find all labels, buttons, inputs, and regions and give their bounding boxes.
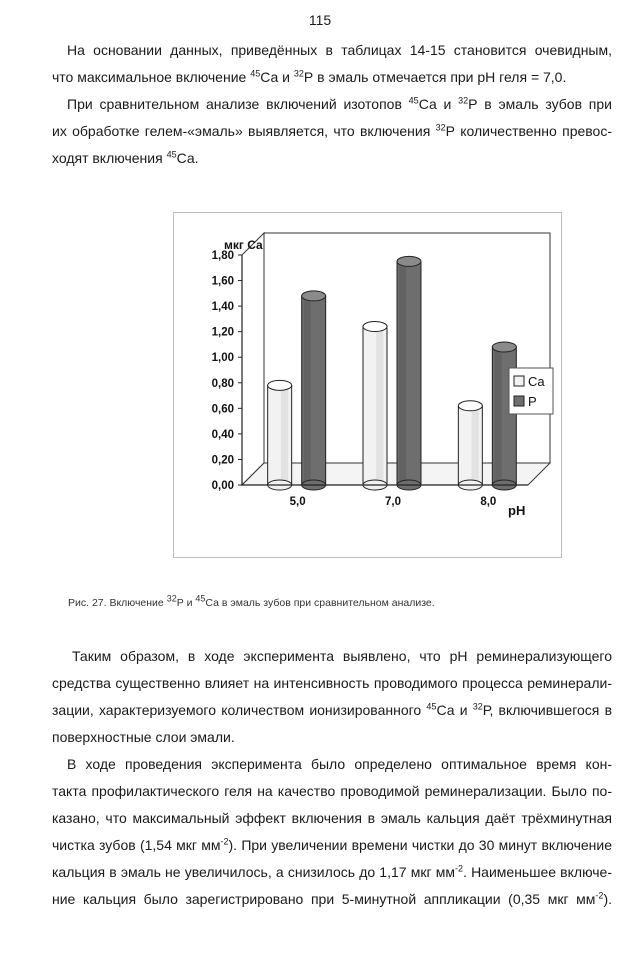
y-tick-label: 1,20 xyxy=(211,326,234,339)
x-tick-label: 7,0 xyxy=(385,496,401,508)
paragraph-4-line-6: ние кальция было зарегистрировано при 5-минутной аппликации (0,35 мкг $мм^{-2}$). xyxy=(52,890,612,907)
x-tick-label: 8,0 xyxy=(480,496,497,508)
bar xyxy=(492,342,516,490)
bar-shade xyxy=(399,261,406,485)
paragraph-2-line-3: ходят включения $^{45}$Са. xyxy=(52,149,199,166)
bar xyxy=(397,256,421,490)
bar-shade xyxy=(304,296,311,485)
paragraph-3-line-3: зации, характеризуемого количеством ионизированного $^{45}$Са и $^{32}$Р, включившегося в xyxy=(52,701,613,718)
x-axis-label: рН xyxy=(508,503,526,518)
bar-top xyxy=(492,342,516,352)
bar-shade xyxy=(494,347,501,485)
x-tick-label: 5,0 xyxy=(289,496,306,508)
legend-label: P xyxy=(528,394,537,409)
paragraph-2-line-1: При сравнительном анализе включений изотопов $^{45}$Са и $^{32}$Р в эмаль зубов при xyxy=(67,95,612,112)
y-tick-label: 0,00 xyxy=(211,480,234,492)
bar-body xyxy=(268,385,292,485)
bar-top xyxy=(458,401,482,411)
bar-top xyxy=(363,322,387,332)
chart-side-wall xyxy=(242,233,264,485)
bar-chart xyxy=(174,213,561,557)
y-tick-label: 1,60 xyxy=(211,275,234,288)
bar-top xyxy=(268,380,292,390)
bar-shade xyxy=(472,406,479,485)
paragraph-3-line-2: средства существенно влияет на интенсивность проводимого процесса реминерали- xyxy=(52,675,612,691)
paragraph-4-line-1: В ходе проведения эксперимента было определено оптимальное время кон- xyxy=(67,756,612,772)
paragraph-4-line-4: чистка зубов (1,54 мкг $мм^{-2}$). При увеличении времени чистки до 30 минут включение xyxy=(52,836,612,853)
legend-label: Ca xyxy=(528,374,545,389)
y-tick-label: 1,40 xyxy=(211,301,234,314)
legend-swatch xyxy=(514,396,524,406)
page-number: 115 xyxy=(308,12,332,28)
y-tick-label: 0,20 xyxy=(211,454,234,467)
bar-top xyxy=(302,291,326,301)
paragraph-2-line-2: их обработке гелем-«эмаль» выявляется, что включения $^{32}$Р количественно превос- xyxy=(52,122,612,139)
paragraph-3-line-1: Таким образом, в ходе эксперимента выявлено, что рН реминерализующего xyxy=(72,648,612,664)
y-tick-label: 0,40 xyxy=(211,428,234,441)
bar xyxy=(302,291,326,490)
legend-swatch xyxy=(514,376,524,386)
y-axis-label: мкг Са xyxy=(224,238,263,252)
figure-27 xyxy=(173,212,562,558)
paragraph-4-line-5: кальция в эмаль не увеличилось, а снизилось до 1,17 мкг $мм^{-2}$. Наименьшее включе- xyxy=(52,863,613,880)
paragraph-1-line-1: На основании данных, приведённых в таблицах 14-15 становится очевидным, xyxy=(67,42,612,58)
y-tick-label: 1,00 xyxy=(211,352,234,365)
bar-shade xyxy=(281,385,288,485)
paragraph-3-line-4: поверхностные слои эмали. xyxy=(52,729,235,745)
y-tick-label: 1,80 xyxy=(211,250,234,262)
bar xyxy=(363,322,387,490)
y-tick-label: 0,80 xyxy=(211,377,234,390)
bar xyxy=(458,401,482,490)
bar-shade xyxy=(376,327,383,485)
paragraph-4-line-3: казано, что максимальный эффект включения в эмаль кальция даёт трёхминутная xyxy=(52,810,612,826)
bar-top xyxy=(397,256,421,266)
paragraph-4-line-2: такта профилактического геля на качество проводимой реминерализации. Было по- xyxy=(52,783,612,799)
paragraph-1-line-2: что максимальное включение $^{45}$Са и $^{32}$Р в эмаль отмечается при рН геля = 7,0. xyxy=(52,68,567,85)
figure-caption: Рис. 27. Включение $^{32}$Р и $^{45}$Са в эмаль зубов при сравнительном анализе. xyxy=(68,593,435,609)
y-tick-label: 0,60 xyxy=(211,403,234,416)
bar xyxy=(268,380,292,490)
